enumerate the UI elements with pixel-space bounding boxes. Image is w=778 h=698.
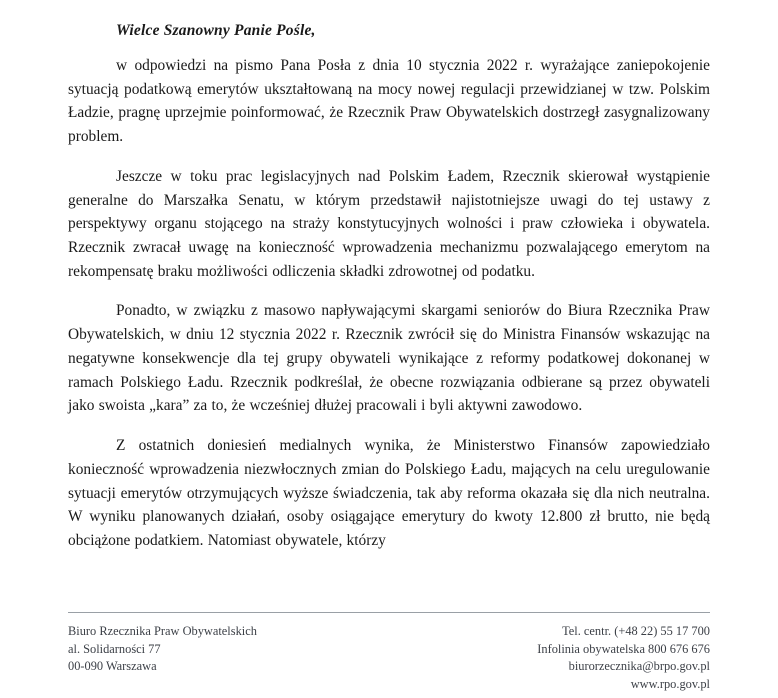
footer-email[interactable]: biurorzecznika@brpo.gov.pl <box>568 659 710 674</box>
salutation: Wielce Szanowny Panie Pośle, <box>116 22 316 39</box>
document-body <box>68 22 710 553</box>
page-footer <box>68 612 710 693</box>
footer-address-line-2: al. Solidarności 77 <box>68 641 161 656</box>
footer-address-line-3: 00-090 Warszawa <box>68 659 157 674</box>
footer-website[interactable]: www.rpo.gov.pl <box>630 676 710 691</box>
paragraph-1: w odpowiedzi na pismo Pana Posła z dnia 10 stycznia 2022 r. wyrażające zaniepokojenie sytuacją podatkową emerytów ukształtowaną na mocy nowej regulacji przewidzianej w tzw. Polskim Ładzie, pragnę uprzejmie poinformować, że Rzecznik Praw Obywatelskich dostrzegł zasygnalizowany problem. <box>68 57 710 146</box>
footer-phone: Tel. centr. (+48 22) 55 17 700 <box>562 624 710 638</box>
paragraph-4: Z ostatnich doniesień medialnych wynika, że Ministerstwo Finansów zapowiedziało konieczność wprowadzenia niezwłocznych zmian do Polskiego Ładu, mających na celu uregulowanie sytuacji emerytów otrzymujących wyższe świadczenia, tak aby reforma okazała się dla nich neutralna. W wyniku planowanych działań, osoby osiągające emerytury do kwoty 12.800 zł brutto, nie będą obciążone podatkiem. Natomiast obywatele, którzy <box>68 437 710 549</box>
footer-address <box>68 623 257 676</box>
footer-address-line-1: Biuro Rzecznika Praw Obywatelskich <box>68 624 257 638</box>
footer-contact <box>537 623 710 693</box>
paragraph-3: Ponadto, w związku z masowo napływającymi skargami seniorów do Biura Rzecznika Praw Obywatelskich, w dniu 12 stycznia 2022 r. Rzecznik zwrócił się do Ministra Finansów wskazując na negatywne konsekwencje dla tej grupy obywateli wynikające z reformy podatkowej dokonanej w ramach Polskiego Ładu. Rzecznik podkreślał, że obecne rozwiązania odbierane są przez obywateli jako swoista „kara” za to, że wcześniej dłużej pracowali i byli aktywni zawodowo. <box>68 302 710 415</box>
paragraph-2: Jeszcze w toku prac legislacyjnych nad Polskim Ładem, Rzecznik skierował wystąpienie generalne do Marszałka Senatu, w którym przedstawił najistotniejsze uwagi do tej ustawy z perspektywy organu stojącego na straży konstytucyjnych wolności i praw człowieka i obywatela. Rzecznik zwracał uwagę na konieczność wprowadzenia mechanizmu pozwalającego emerytom na rekompensatę braku możliwości odliczenia składki zdrowotnej od podatku. <box>68 167 710 280</box>
footer-helpline: Infolinia obywatelska 800 676 676 <box>537 641 710 656</box>
